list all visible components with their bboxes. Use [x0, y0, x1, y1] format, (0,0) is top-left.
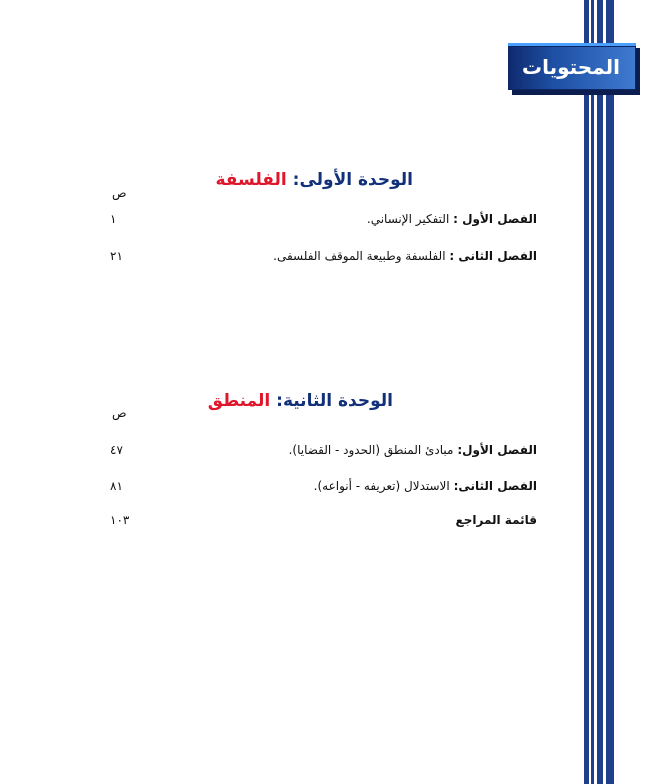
chapter-entry [456, 513, 537, 527]
toc-row[interactable] [0, 249, 661, 267]
unit-2-heading [208, 391, 393, 411]
contents-title: المحتويات [521, 55, 620, 79]
chapter-entry [314, 479, 537, 493]
toc-row[interactable] [0, 212, 661, 230]
chapter-entry [289, 443, 537, 457]
unit-2-page-label: ص [112, 406, 127, 420]
stripe [597, 0, 603, 784]
page-number: ١٠٣ [110, 513, 130, 527]
unit-1-page-label: ص [112, 186, 127, 200]
chapter-entry [367, 212, 537, 226]
chapter-label: الفصل الثانى: [453, 479, 537, 493]
page-number: ٨١ [110, 479, 123, 493]
page-number: ١ [110, 212, 117, 226]
unit-2-separator: : [276, 391, 283, 411]
unit-1-title: الوحدة الأولى [299, 170, 413, 190]
chapter-label: قائمة المراجع [455, 513, 537, 527]
toc-row[interactable] [0, 443, 661, 461]
decorative-stripes [582, 0, 618, 784]
stripe [606, 0, 614, 784]
chapter-label: الفصل الأول : [453, 212, 537, 226]
toc-row[interactable] [0, 513, 661, 531]
chapter-label: الفصل الثانى : [449, 249, 537, 263]
stripe [584, 0, 589, 784]
page-number: ٤٧ [110, 443, 123, 457]
unit-1-heading [216, 170, 414, 190]
stripe [591, 0, 594, 784]
toc-row[interactable] [0, 479, 661, 497]
chapter-text: الفلسفة وطبيعة الموقف الفلسفى. [273, 249, 446, 263]
unit-1-separator: : [292, 170, 300, 190]
chapter-label: الفصل الأول: [457, 443, 537, 457]
chapter-text: التفكير الإنساني. [366, 212, 450, 226]
page-number: ٢١ [110, 249, 123, 263]
unit-2-subtitle: المنطق [207, 391, 271, 411]
unit-1-subtitle: الفلسفة [215, 170, 287, 190]
chapter-text: مبادئ المنطق (الحدود - القضايا). [288, 443, 454, 457]
unit-2-title: الوحدة الثانية [282, 391, 393, 411]
chapter-text: الاستدلال (تعريفه - أنواعه). [313, 479, 450, 493]
contents-header [508, 43, 636, 90]
chapter-entry [273, 249, 537, 263]
